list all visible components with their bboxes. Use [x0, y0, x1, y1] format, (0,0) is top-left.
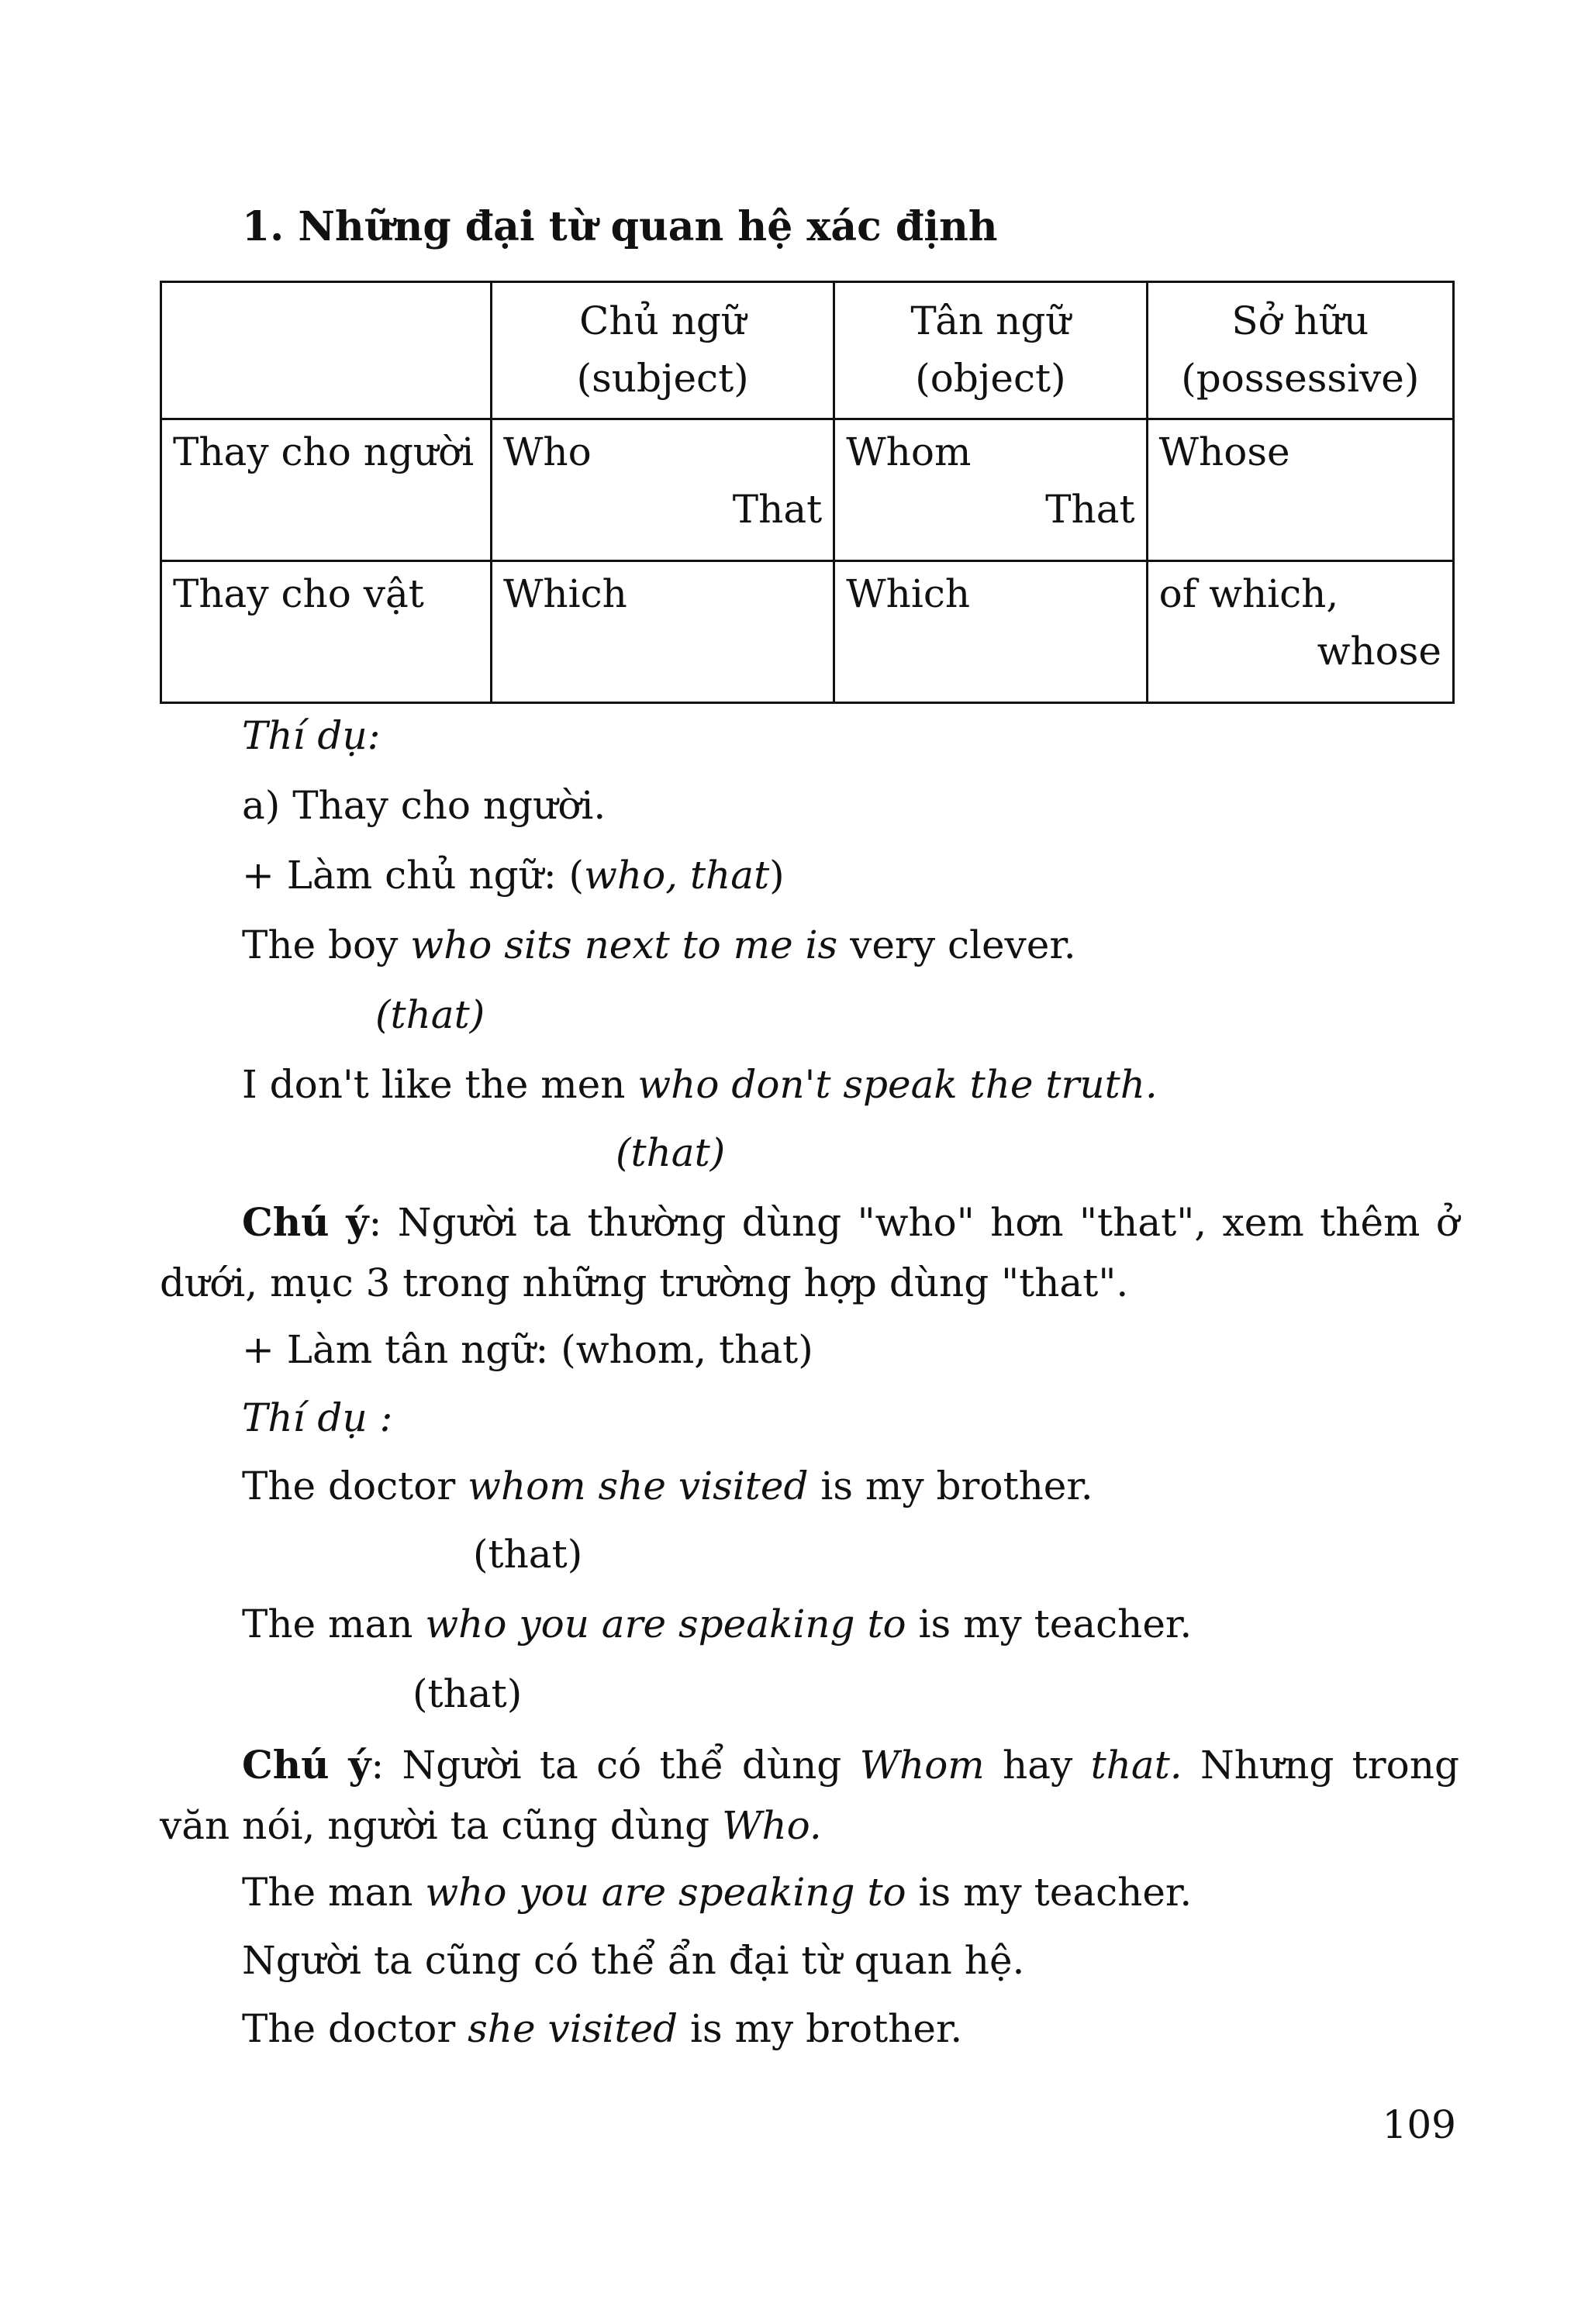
table-row — [161, 561, 1454, 703]
alternative-that: (that) — [473, 1532, 583, 1577]
row-label: Thay cho người — [161, 419, 492, 561]
row-label: Thay cho vật — [161, 561, 492, 703]
table-cell: Which — [834, 561, 1147, 703]
section-heading: 1. Những đại từ quan hệ xác định — [242, 203, 998, 250]
alternative-that: (that) — [616, 1130, 726, 1175]
example-sentence: The doctor whom she visited is my brother. — [242, 1464, 1093, 1509]
table-corner-cell — [161, 282, 492, 419]
table-row — [161, 419, 1454, 561]
header-object: Tân ngữ (object) — [834, 282, 1147, 419]
table-cell: Whose — [1147, 419, 1453, 561]
table-header-row — [161, 282, 1454, 419]
example-sentence: I don't like the men who don't speak the truth. — [242, 1062, 1158, 1107]
note-paragraph: Chú ý: Người ta có thể dùng Whom hay that. Nhưng trong văn nói, người ta cũng dùng Who. — [160, 1742, 1459, 1848]
omit-pronoun-note: Người ta cũng có thể ẩn đại từ quan hệ. — [242, 1938, 1025, 1983]
alternative-that: (that) — [375, 992, 485, 1037]
alternative-that: (that) — [413, 1671, 523, 1716]
table-cell: of which, whose — [1147, 561, 1453, 703]
example-sentence: The doctor she visited is my brother. — [242, 2006, 963, 2051]
example-label: Thí dụ : — [242, 1395, 393, 1440]
case-a-title: a) Thay cho người. — [242, 783, 606, 828]
example-sentence: The man who you are speaking to is my teacher. — [242, 1602, 1193, 1646]
table-cell: Whom That — [834, 419, 1147, 561]
example-sentence: The man who you are speaking to is my teacher. — [242, 1870, 1193, 1915]
header-subject: Chủ ngữ (subject) — [492, 282, 834, 419]
header-possessive: Sở hữu (possessive) — [1147, 282, 1453, 419]
relative-pronoun-table — [160, 281, 1455, 704]
note-paragraph: Chú ý: Người ta thường dùng "who" hơn "that", xem thêm ở dưới, mục 3 trong những trường hợp dùng "that". — [160, 1199, 1459, 1305]
table-cell: Who That — [492, 419, 834, 561]
object-rule: + Làm tân ngữ: (whom, that) — [242, 1327, 813, 1372]
table-cell: Which — [492, 561, 834, 703]
example-label: Thí dụ: — [242, 713, 381, 758]
page-number: 109 — [1382, 2102, 1456, 2147]
subject-rule: + Làm chủ ngữ: (who, that) — [242, 853, 785, 898]
example-sentence: The boy who sits next to me is very clever. — [242, 922, 1076, 967]
